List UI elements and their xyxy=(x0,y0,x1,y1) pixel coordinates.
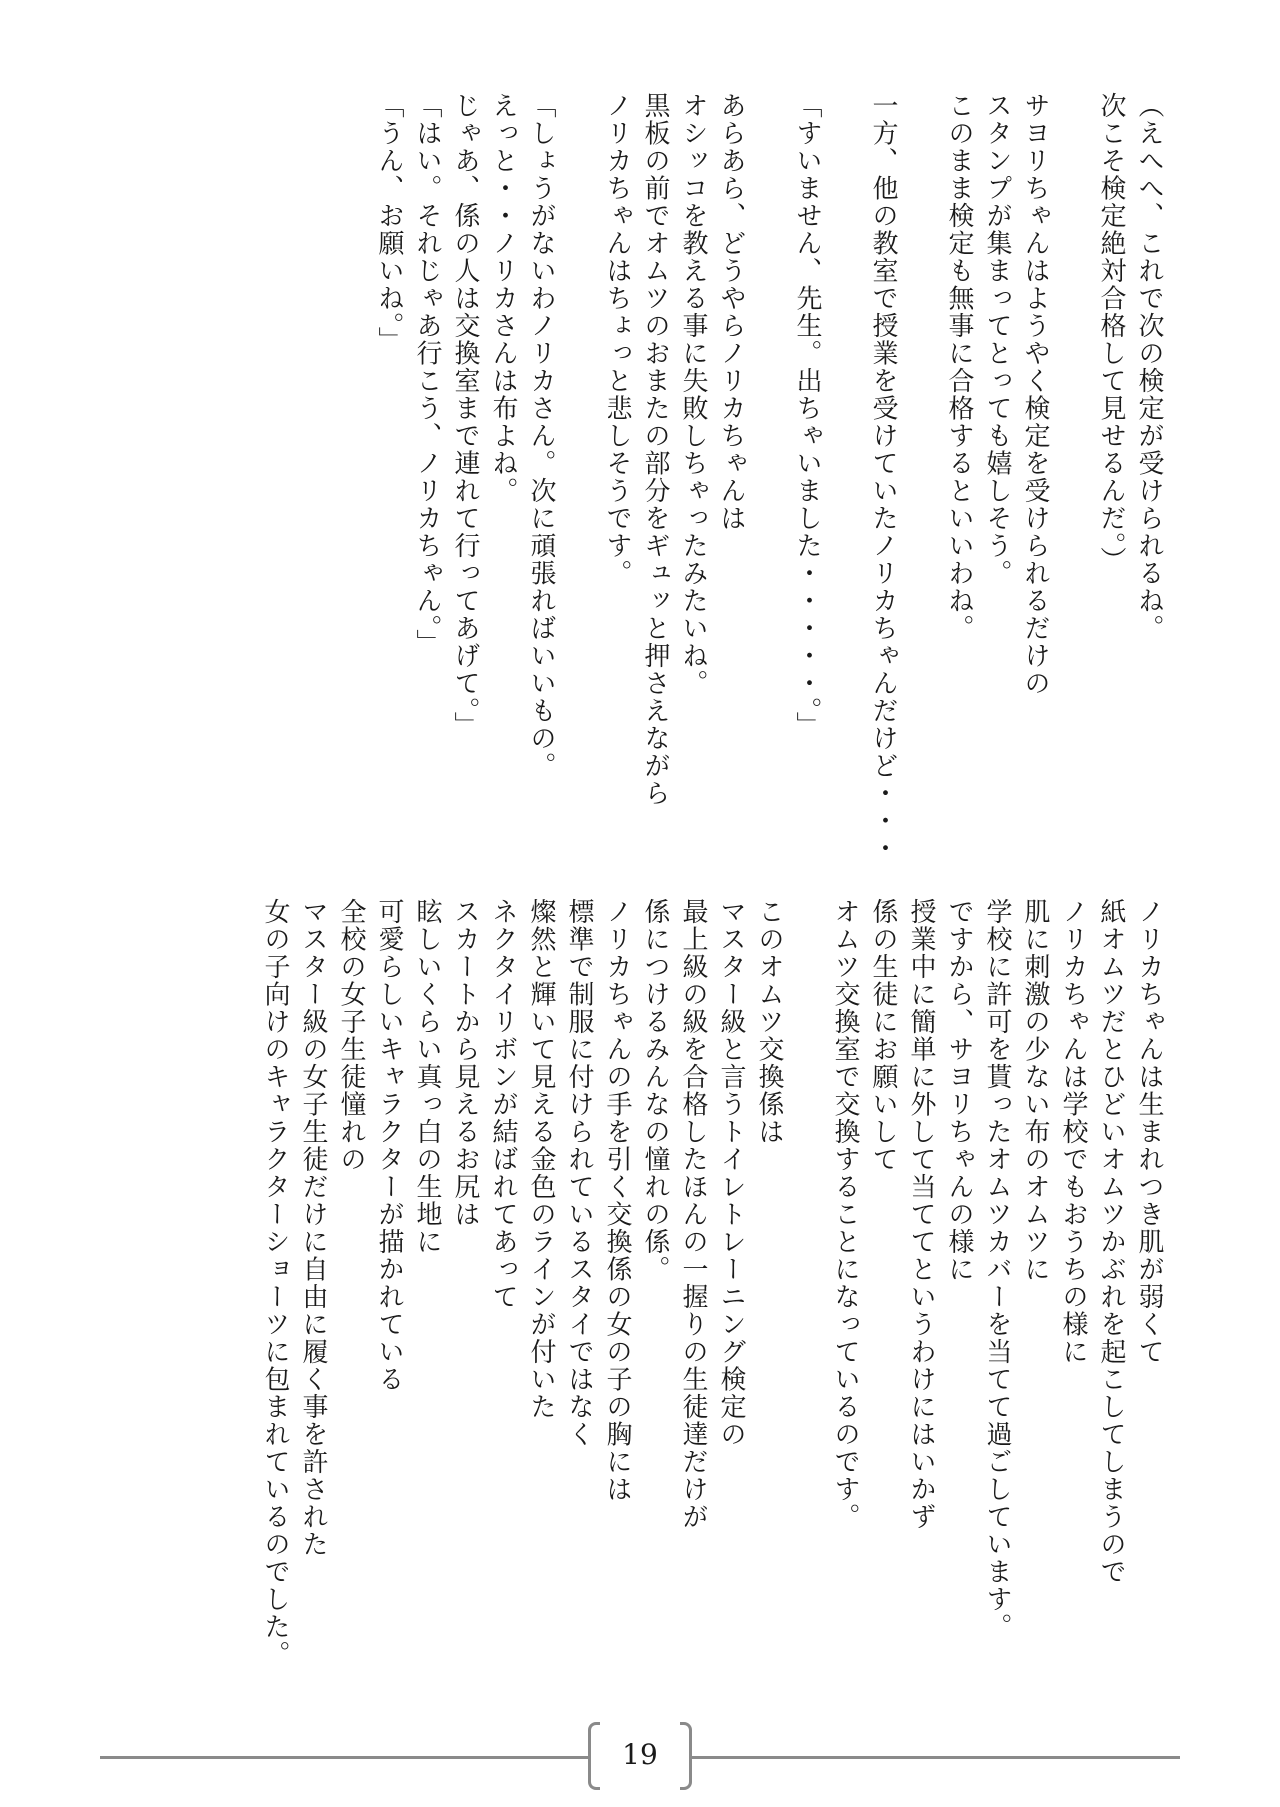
text-line: 「すいません、先生。出ちゃいました・・・・・。」 xyxy=(792,92,822,739)
text-line: 「はい。それじゃあ行こう、ノリカちゃん。」 xyxy=(412,92,442,657)
text-line: オシッコを教える事に失敗しちゃったみたいね。 xyxy=(678,92,708,697)
text-line: ですから、サヨリちゃんの様に xyxy=(944,898,974,1283)
text-line: ノリカちゃんはちょっと悲しそうです。 xyxy=(602,92,632,587)
text-line: 燦然と輝いて見える金色のラインが付いた xyxy=(526,898,556,1421)
text-line: あらあら、どうやらノリカちゃんは xyxy=(716,92,746,532)
text-line: 学校に許可を貰ったオムツカバーを当てて過ごしています。 xyxy=(982,898,1012,1641)
left-brace-ornament xyxy=(588,1722,600,1790)
text-block-bottom xyxy=(128,898,1168,1668)
text-line: 「しょうがないわノリカさん。次に頑張ればいいもの。 xyxy=(526,92,556,780)
text-line: 係の生徒にお願いして xyxy=(868,898,898,1173)
text-line: このオムツ交換係は xyxy=(754,898,784,1146)
text-line: （えへへ、これで次の検定が受けられるね。 xyxy=(1134,92,1164,642)
text-line: じゃあ、係の人は交換室まで連れて行ってあげて。」 xyxy=(450,92,480,739)
text-line: ネクタイリボンが結ばれてあって xyxy=(488,898,518,1311)
text-line: このまま検定も無事に合格するといいわね。 xyxy=(944,92,974,642)
text-line: 全校の女子生徒憧れの xyxy=(336,898,366,1173)
text-block-top xyxy=(128,92,1168,862)
text-line: ノリカちゃんは学校でもおうちの様に xyxy=(1058,898,1088,1366)
text-line: 標準で制服に付けられているスタイではなく xyxy=(564,898,594,1448)
paragraph-gap xyxy=(788,898,826,1658)
text-line: マスター級と言うトイレトレーニング検定の xyxy=(716,898,746,1448)
text-line: ノリカちゃんは生まれつき肌が弱くて xyxy=(1134,898,1164,1366)
paragraph-gap xyxy=(560,92,598,832)
text-line: スタンプが集まってとっても嬉しそう。 xyxy=(982,92,1012,587)
paragraph-gap xyxy=(750,92,788,832)
text-line: スカートから見えるお尻は xyxy=(450,898,480,1228)
text-line: 「うん、お願いね。」 xyxy=(374,92,404,354)
text-line: 可愛らしいキャラクターが描かれている xyxy=(374,898,404,1393)
text-line: 女の子向けのキャラクターショーツに包まれているのでした。 xyxy=(260,898,290,1668)
text-line: 眩しいくらい真っ白の生地に xyxy=(412,898,442,1256)
text-line: 次こそ検定絶対合格して見せるんだ。） xyxy=(1096,92,1126,574)
paragraph-gap xyxy=(902,92,940,832)
text-line: ノリカちゃんの手を引く交換係の女の子の胸には xyxy=(602,898,632,1503)
paragraph-gap xyxy=(826,92,864,832)
text-line: サヨリちゃんはようやく検定を受けられるだけの xyxy=(1020,92,1050,697)
text-line: 一方、他の教室で授業を受けていたノリカちゃんだけど・・・ xyxy=(868,92,898,862)
page-footer xyxy=(0,1720,1280,1792)
text-line: 係につけるみんなの憧れの係。 xyxy=(640,898,670,1283)
text-line: 授業中に簡単に外して当ててというわけにはいかず xyxy=(906,898,936,1531)
text-line: 紙オムツだとひどいオムツかぶれを起こしてしまうので xyxy=(1096,898,1126,1586)
footer-rule-left xyxy=(100,1756,590,1759)
text-line: えっと・・ノリカさんは布よね。 xyxy=(488,92,518,505)
text-line: 最上級の級を合格したほんの一握りの生徒達だけが xyxy=(678,898,708,1531)
text-line: 肌に刺激の少ない布のオムツに xyxy=(1020,898,1050,1283)
text-line: マスター級の女子生徒だけに自由に履く事を許された xyxy=(298,898,328,1558)
page-number: 19 xyxy=(622,1738,658,1771)
text-line: 黒板の前でオムツのおまたの部分をギュッと押さえながら xyxy=(640,92,670,807)
paragraph-gap xyxy=(1054,92,1092,832)
footer-rule-right xyxy=(690,1756,1180,1759)
text-line: オムツ交換室で交換することになっているのです。 xyxy=(830,898,860,1531)
